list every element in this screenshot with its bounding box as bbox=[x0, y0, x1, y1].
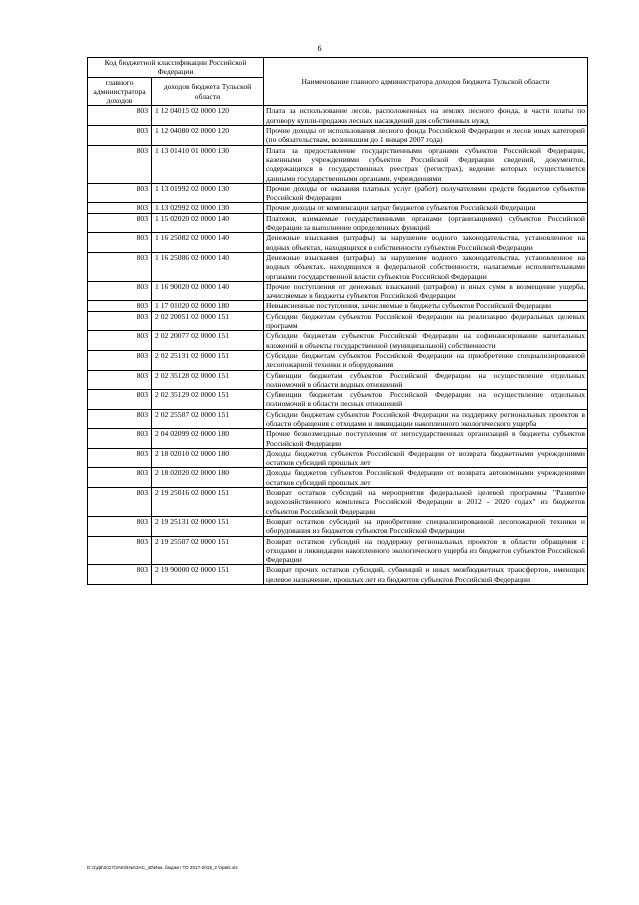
income-code-cell: 1 12 04080 02 0000 120 bbox=[152, 126, 264, 146]
income-name-cell: Субсидии бюджетам субъектов Российской Федерации на приобретение специализированной лесопожарной техники и оборудования bbox=[264, 350, 588, 370]
admin-code-cell: 803 bbox=[88, 409, 152, 429]
income-name-cell: Плата за предоставление государственными органами субъектов Российской Федерации, казенными учреждениями субъектов Российской Федерации сведений, документов, содержащихся в государственных реестрах (регистрах), ведение которых осуществляется данными государственными органами, учреждениями bbox=[264, 145, 588, 183]
table-header-row bbox=[88, 58, 588, 78]
admin-code-cell: 803 bbox=[88, 145, 152, 183]
table-row bbox=[88, 106, 588, 126]
admin-code-cell: 803 bbox=[88, 350, 152, 370]
income-name-cell: Прочие поступления от денежных взысканий (штрафов) и иных сумм в возмещение ущерба, зачисляемые в бюджеты субъектов Российской Федерации bbox=[264, 281, 588, 301]
table-row bbox=[88, 145, 588, 183]
income-code-cell: 1 17 01020 02 0000 180 bbox=[152, 301, 264, 311]
table-body bbox=[88, 106, 588, 585]
income-name-cell: Прочие доходы от оказания платных услуг (работ) получателями средств бюджетов субъектов Российской Федерации bbox=[264, 183, 588, 203]
income-name-cell: Возврат остатков субсидий на приобретение специализированной лесопожарной техники и оборудования из бюджетов субъектов Российской Федерации bbox=[264, 516, 588, 536]
admin-code-cell: 803 bbox=[88, 370, 152, 390]
revenue-administrators-table bbox=[87, 57, 588, 585]
income-code-cell: 2 02 35129 02 0000 151 bbox=[152, 390, 264, 410]
income-code-cell: 1 16 90020 02 0000 140 bbox=[152, 281, 264, 301]
income-name-cell: Денежные взыскания (штрафы) за нарушение водного законодательства, установленное на водных объектах, находящихся в федеральной собственности, налагаемые исполнительными органами государственной власти субъектов Российской Федерации bbox=[264, 252, 588, 281]
income-code-cell: 2 04 02099 02 0000 180 bbox=[152, 429, 264, 449]
income-name-cell: Возврат остатков субсидий на поддержку региональных проектов в области обращения с отходами и ликвидации накопленного экологического ущерба из бюджетов субъектов Российской Федерации bbox=[264, 536, 588, 565]
admin-code-cell: 803 bbox=[88, 233, 152, 253]
table-row bbox=[88, 183, 588, 203]
income-code-cell: 1 16 25086 02 0000 140 bbox=[152, 252, 264, 281]
table-row bbox=[88, 301, 588, 311]
table-row bbox=[88, 565, 588, 585]
admin-code-cell: 803 bbox=[88, 106, 152, 126]
header-code-group: Код бюджетной классификации Российской Федерации bbox=[88, 58, 264, 78]
admin-code-cell: 803 bbox=[88, 203, 152, 213]
income-code-cell: 1 16 25082 02 0000 140 bbox=[152, 233, 264, 253]
table-row bbox=[88, 390, 588, 410]
table-row bbox=[88, 468, 588, 488]
admin-code-cell: 803 bbox=[88, 390, 152, 410]
income-code-cell: 2 19 25131 02 0000 151 bbox=[152, 516, 264, 536]
admin-code-cell: 803 bbox=[88, 536, 152, 565]
table-row bbox=[88, 448, 588, 468]
income-name-cell: Субсидии бюджетам субъектов Российской Федерации на софинансирование капитальных вложений в объекты государственной (муниципальной) собственности bbox=[264, 331, 588, 351]
admin-code-cell: 803 bbox=[88, 429, 152, 449]
admin-code-cell: 803 bbox=[88, 281, 152, 301]
table-row bbox=[88, 350, 588, 370]
income-code-cell: 2 18 02010 02 0000 180 bbox=[152, 448, 264, 468]
table-row bbox=[88, 516, 588, 536]
table-row bbox=[88, 536, 588, 565]
income-name-cell: Доходы бюджетов субъектов Российской Федерации от возврата автономными учреждениями остатков субсидий прошлых лет bbox=[264, 468, 588, 488]
income-name-cell: Денежные взыскания (штрафы) за нарушение водного законодательства, установленное на водных объектах, находящихся в собственности субъектов Российской Федерации bbox=[264, 233, 588, 253]
header-admin: главного администратора доходов bbox=[88, 77, 152, 106]
income-code-cell: 1 15 02020 02 0000 140 bbox=[152, 213, 264, 233]
income-name-cell: Субсидии бюджетам субъектов Российской Федерации на поддержку региональных проектов в области обращения с отходами и ликвидации накопленного экологического ущерба bbox=[264, 409, 588, 429]
income-code-cell: 2 19 90000 02 0000 151 bbox=[152, 565, 264, 585]
table-row bbox=[88, 331, 588, 351]
income-code-cell: 2 02 35128 02 0000 151 bbox=[152, 370, 264, 390]
admin-code-cell: 803 bbox=[88, 252, 152, 281]
table-row bbox=[88, 370, 588, 390]
income-code-cell: 2 19 25016 02 0000 151 bbox=[152, 488, 264, 517]
admin-code-cell: 803 bbox=[88, 331, 152, 351]
income-name-cell: Возврат прочих остатков субсидий, субвенций и иных межбюджетных трансфертов, имеющих целевое назначение, прошлых лет из бюджетов субъектов Российской Федерации bbox=[264, 565, 588, 585]
table-row bbox=[88, 429, 588, 449]
admin-code-cell: 803 bbox=[88, 213, 152, 233]
table-row bbox=[88, 203, 588, 213]
income-code-cell: 2 02 20051 02 0000 151 bbox=[152, 311, 264, 331]
page-number: 6 bbox=[317, 44, 322, 53]
income-name-cell: Платежи, взимаемые государственными органами (организациями) субъектов Российской Федерации за выполнение определенных функций bbox=[264, 213, 588, 233]
file-path-footer: D:\1\Д6\2017\ЗАКОНЫ\ЗАС_40\Изм. бюджет ТО 2017-2019_2 \приl2.xls bbox=[87, 865, 238, 870]
admin-code-cell: 803 bbox=[88, 183, 152, 203]
admin-code-cell: 803 bbox=[88, 516, 152, 536]
table-row bbox=[88, 311, 588, 331]
income-name-cell: Прочие доходы от использования лесного фонда Российской Федерации и лесов иных категорий (по обязательствам, возникшим до 1 января 2007 года) bbox=[264, 126, 588, 146]
table-row bbox=[88, 213, 588, 233]
table-row bbox=[88, 233, 588, 253]
admin-code-cell: 803 bbox=[88, 126, 152, 146]
income-name-cell: Плата за использование лесов, расположенных на землях лесного фонда, в части платы по договору купли-продажи лесных насаждений для собственных нужд bbox=[264, 106, 588, 126]
income-code-cell: 2 02 20077 02 0000 151 bbox=[152, 331, 264, 351]
income-code-cell: 2 02 25131 02 0000 151 bbox=[152, 350, 264, 370]
income-code-cell: 1 13 01992 02 0000 130 bbox=[152, 183, 264, 203]
admin-code-cell: 803 bbox=[88, 468, 152, 488]
admin-code-cell: 803 bbox=[88, 311, 152, 331]
income-code-cell: 1 13 01410 01 0000 130 bbox=[152, 145, 264, 183]
table-row bbox=[88, 252, 588, 281]
header-name: Наименование главного администратора доходов бюджета Тульской области bbox=[264, 58, 588, 106]
table-row bbox=[88, 126, 588, 146]
income-name-cell: Невыясненные поступления, зачисляемые в бюджеты субъектов Российской Федерации bbox=[264, 301, 588, 311]
income-code-cell: 2 02 25507 02 0000 151 bbox=[152, 409, 264, 429]
admin-code-cell: 803 bbox=[88, 565, 152, 585]
table-row bbox=[88, 281, 588, 301]
income-code-cell: 1 12 04015 02 0000 120 bbox=[152, 106, 264, 126]
income-code-cell: 2 18 02020 02 0000 180 bbox=[152, 468, 264, 488]
income-name-cell: Субсидии бюджетам субъектов Российской Федерации на реализацию федеральных целевых программ bbox=[264, 311, 588, 331]
income-name-cell: Субвенции бюджетам субъектов Российской Федерации на осуществление отдельных полномочий в области водных отношений bbox=[264, 370, 588, 390]
admin-code-cell: 803 bbox=[88, 448, 152, 468]
admin-code-cell: 803 bbox=[88, 301, 152, 311]
income-name-cell: Доходы бюджетов субъектов Российской Федерации от возврата бюджетными учреждениями остатков субсидий прошлых лет bbox=[264, 448, 588, 468]
income-code-cell: 2 19 25507 02 0000 151 bbox=[152, 536, 264, 565]
admin-code-cell: 803 bbox=[88, 488, 152, 517]
table-row bbox=[88, 488, 588, 517]
table-row bbox=[88, 409, 588, 429]
income-name-cell: Субвенции бюджетам субъектов Российской Федерации на осуществление отдельных полномочий в области лесных отношений bbox=[264, 390, 588, 410]
header-income: доходов бюджета Тульской области bbox=[152, 77, 264, 106]
income-name-cell: Возврат остатков субсидий на мероприятия федеральной целевой программы "Развитие водохозяйственного комплекса Российской Федерации в 2012 - 2020 годах" из бюджетов субъектов Российской Федерации bbox=[264, 488, 588, 517]
income-name-cell: Прочие доходы от компенсации затрат бюджетов субъектов Российской Федерации bbox=[264, 203, 588, 213]
income-code-cell: 1 13 02992 02 0000 130 bbox=[152, 203, 264, 213]
income-name-cell: Прочие безвозмездные поступления от негосударственных организаций в бюджеты субъектов Российской Федерации bbox=[264, 429, 588, 449]
